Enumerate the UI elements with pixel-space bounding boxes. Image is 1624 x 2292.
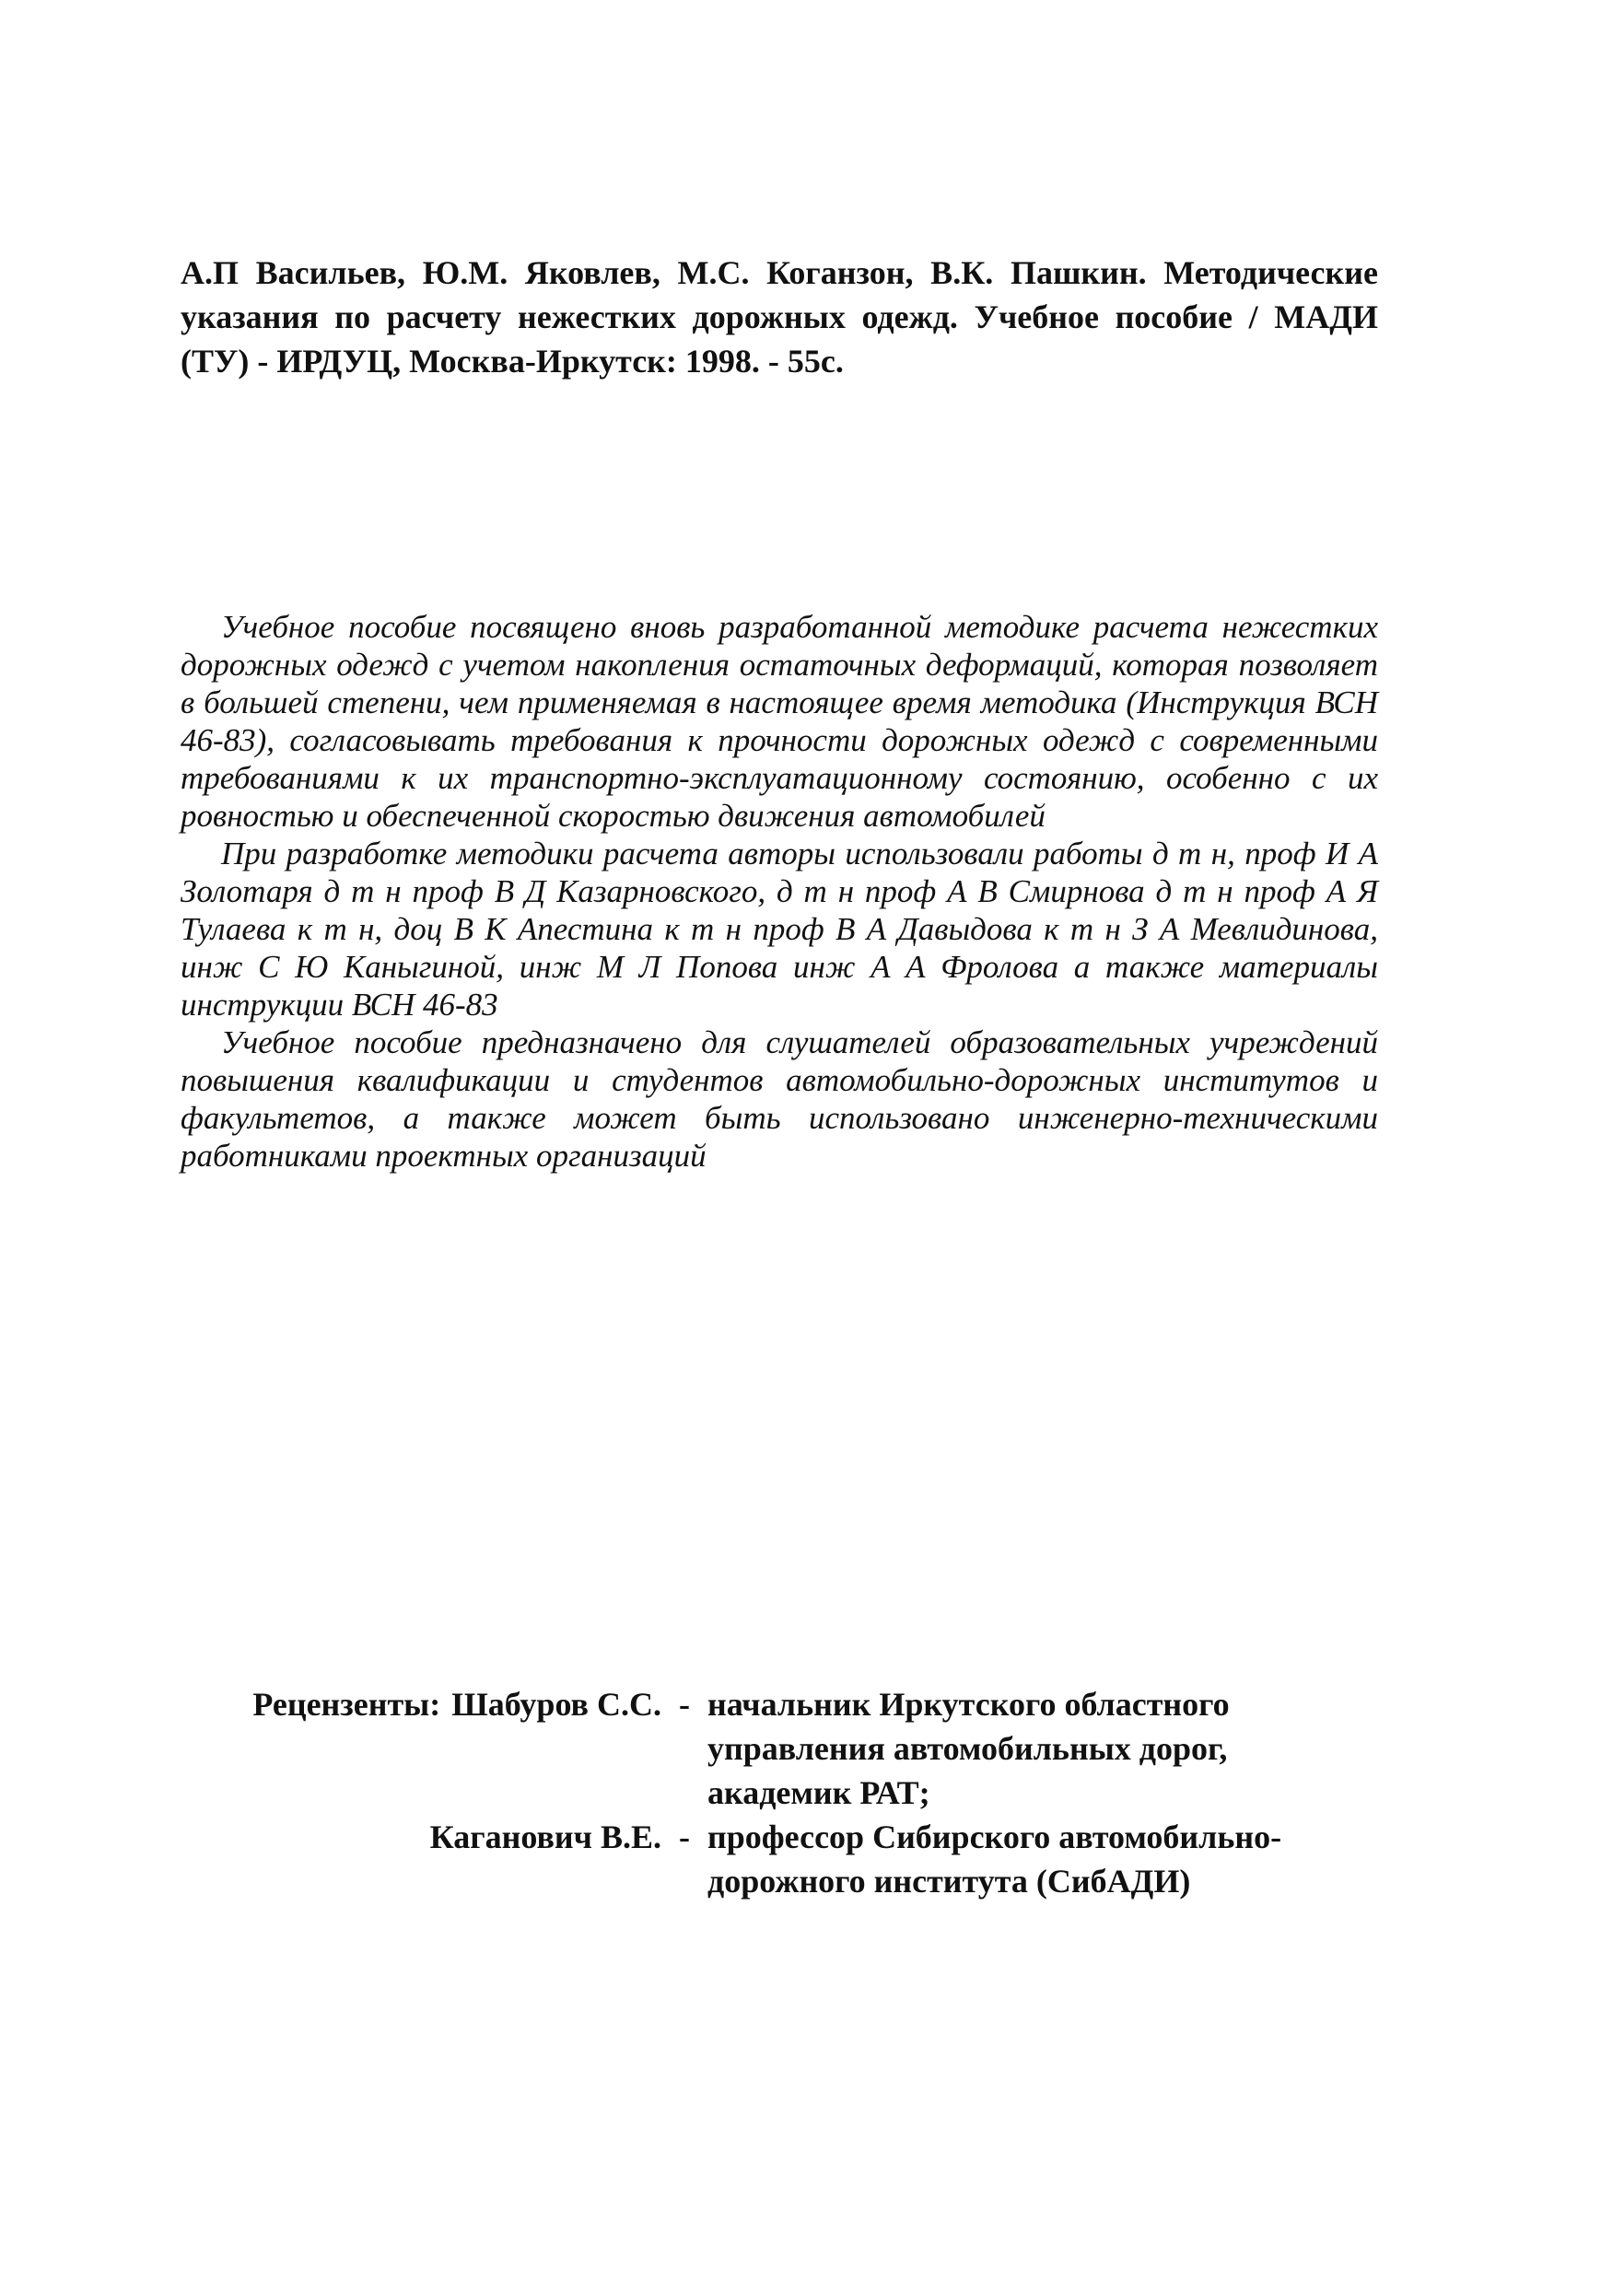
reviewer-entry [221,1815,1290,1903]
reviewer-name: Каганович В.Е. [429,1818,661,1855]
reviewer-entry [221,1682,1290,1815]
reviewer-description-line: начальник Иркутского областного [707,1686,1230,1723]
reviewers-block [221,1682,1290,1903]
reviewer-name-cell [221,1815,661,1859]
abstract [181,608,1378,1175]
reviewer-dash: - [679,1686,690,1723]
reviewer-description-line: управления автомобильных дорог, [707,1730,1228,1767]
reviewers-label: Рецензенты: [252,1686,441,1723]
reviewer-dash: - [679,1818,690,1855]
reviewer-description-line: академик РАТ; [707,1774,930,1811]
reviewer-description-line: профессор Сибирского автомобильно- [707,1818,1282,1855]
abstract-paragraph: Учебное пособие посвящено вновь разработанной методике расчета нежестких дорожных одежд с учетом накопления остаточных деформаций, которая позволяет в большей степени, чем применяемая в настоящее время методика (Инструкция ВСН 46-83), согласовывать требования к прочности дорожных одежд с современными требованиями к их транспортно-эксплуатационному состоянию, особенно с их ровностью и обеспеченной скоростью движения автомобилей [181,609,1378,834]
reviewer-description [707,1815,1290,1903]
reviewer-name-cell [221,1682,661,1726]
reviewer-description-line: дорожного института (СибАДИ) [707,1863,1191,1900]
bibliographic-reference: А.П Васильев, Ю.М. Яковлев, М.С. Коганзон, В.К. Пашкин. Методические указания по расчету нежестких дорожных одежд. Учебное пособие / МАДИ (ТУ) - ИРДУЦ, Москва-Иркутск: 1998. - 55с. [181,254,1378,380]
reviewer-name: Шабуров С.С. [451,1686,661,1723]
reviewer-description [707,1682,1290,1815]
abstract-paragraph: При разработке методики расчета авторы использовали работы д т н, проф И А Золотаря д т н проф В Д Казарновского, д т н проф А В Смирнова д т н проф А Я Тулаева к т н, доц В К Апестина к т н проф В А Давыдова к т н З А Мевлидинова, инж С Ю Каныгиной, инж М Л Попова инж А А Фролова а также материалы инструкции ВСН 46-83 [181,836,1378,1023]
abstract-paragraph: Учебное пособие предназначено для слушателей образовательных учреждений повышения квалификации и студентов автомобильно-дорожных институтов и факультетов, а также может быть использовано инженерно-техническими работниками проектных организаций [181,1024,1378,1174]
